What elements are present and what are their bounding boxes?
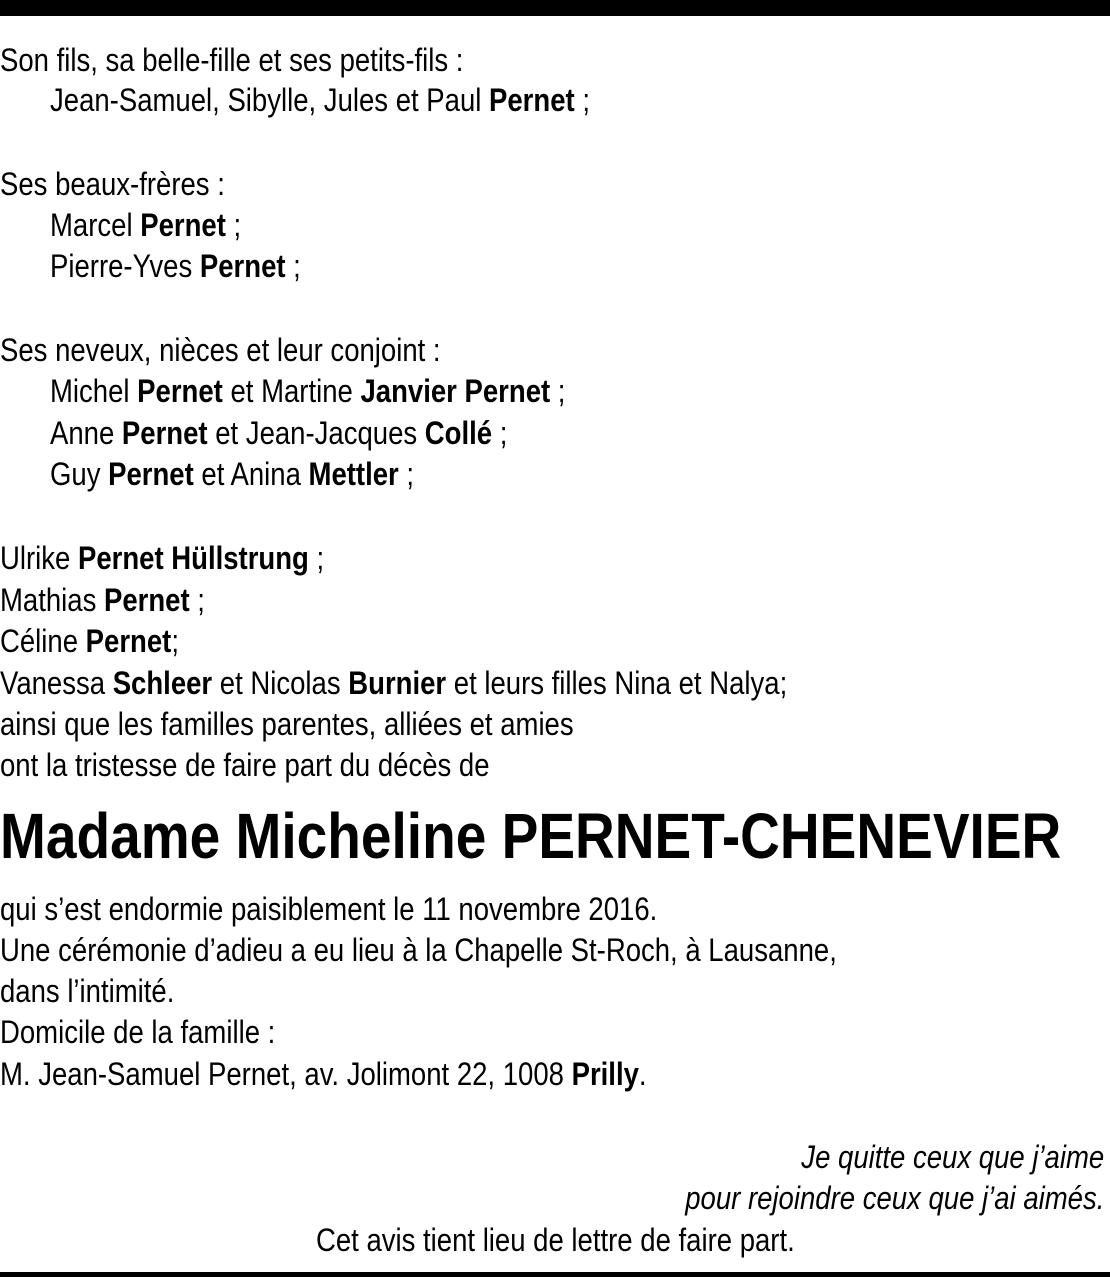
brother-given: Marcel xyxy=(50,207,133,243)
footer-text: Cet avis tient lieu de lettre de faire part. xyxy=(315,1222,795,1258)
nephew-given: Anne xyxy=(50,415,115,451)
nephews-heading: Ses neveux, nièces et leur conjoint : xyxy=(0,332,441,368)
deceased-name: Madame Micheline PERNET-CHENEVIER xyxy=(0,800,1062,872)
details-line: qui s’est endormie paisiblement le 11 novembre 2016. xyxy=(0,891,658,927)
nephew-line xyxy=(50,413,507,453)
announce-line: ont la tristesse de faire part du décès de xyxy=(0,747,490,783)
relative-surname: Pernet xyxy=(85,623,172,659)
relative-surname: Pernet xyxy=(104,582,190,618)
brother-line xyxy=(50,246,301,286)
nephew-given: Guy xyxy=(50,456,101,492)
address-city: Prilly xyxy=(571,1056,639,1092)
vanessa-line xyxy=(0,663,787,703)
address-end: . xyxy=(638,1056,647,1092)
son-line xyxy=(50,80,590,120)
nephew-joiner: et Anina xyxy=(201,456,301,492)
relative-end: ; xyxy=(171,623,179,659)
spouse-surname: Mettler xyxy=(308,456,399,492)
nephew-end: ; xyxy=(406,456,415,492)
nephew-surname: Pernet xyxy=(137,373,223,409)
address-prefix: M. Jean-Samuel Pernet, av. Jolimont 22, 1008 xyxy=(0,1056,564,1092)
vanessa-surname: Schleer xyxy=(112,665,213,701)
spouse-surname: Collé xyxy=(424,415,493,451)
top-rule xyxy=(0,0,1110,16)
details-line: dans l’intimité. xyxy=(0,973,175,1009)
brother-given: Pierre-Yves xyxy=(50,248,193,284)
details-line: Une cérémonie d’adieu a eu lieu à la Chapelle St-Roch, à Lausanne, xyxy=(0,932,837,968)
relative-given: Céline xyxy=(0,623,79,659)
brother-end: ; xyxy=(293,248,301,284)
nephew-given: Michel xyxy=(50,373,130,409)
nicolas-surname: Burnier xyxy=(348,665,447,701)
son-end: ; xyxy=(582,82,590,118)
vanessa-tail: et leurs filles Nina et Nalya; xyxy=(453,665,788,701)
vanessa-joiner: et Nicolas xyxy=(219,665,341,701)
address-line xyxy=(0,1054,647,1094)
bottom-rule xyxy=(0,1272,1110,1277)
relative-line xyxy=(0,580,205,620)
brother-end: ; xyxy=(233,207,242,243)
relative-end: ; xyxy=(197,582,205,618)
relative-line xyxy=(0,621,179,661)
brother-surname: Pernet xyxy=(199,248,286,284)
nephew-line xyxy=(50,371,565,411)
nephew-joiner: et Martine xyxy=(230,373,353,409)
nephew-end: ; xyxy=(499,415,508,451)
brother-surname: Pernet xyxy=(140,207,226,243)
son-surname: Pernet xyxy=(489,82,575,118)
nephew-surname: Pernet xyxy=(121,415,208,451)
details-line: Domicile de la famille : xyxy=(0,1014,276,1050)
quote-line: pour rejoindre ceux que j’ai aimés. xyxy=(684,1180,1104,1216)
nephew-end: ; xyxy=(557,373,566,409)
brother-line xyxy=(50,205,241,245)
brothers-heading: Ses beaux-frères : xyxy=(0,166,225,202)
nephew-line xyxy=(50,454,414,494)
families-line: ainsi que les familles parentes, alliées et amies xyxy=(0,706,574,742)
son-given: Jean-Samuel, Sibylle, Jules et Paul xyxy=(50,82,482,118)
spouse-surname: Janvier Pernet xyxy=(360,373,551,409)
relative-surname: Pernet Hüllstrung xyxy=(77,540,309,576)
quote-line: Je quitte ceux que j’aime xyxy=(801,1139,1104,1175)
relative-given: Ulrike xyxy=(0,540,71,576)
footer-note xyxy=(0,1220,1110,1260)
relative-given: Mathias xyxy=(0,582,97,618)
relative-end: ; xyxy=(316,540,325,576)
son-heading: Son fils, sa belle-fille et ses petits-fils : xyxy=(0,42,464,78)
nephew-surname: Pernet xyxy=(108,456,194,492)
relative-line xyxy=(0,538,324,578)
vanessa-given: Vanessa xyxy=(0,665,106,701)
nephew-joiner: et Jean-Jacques xyxy=(215,415,418,451)
